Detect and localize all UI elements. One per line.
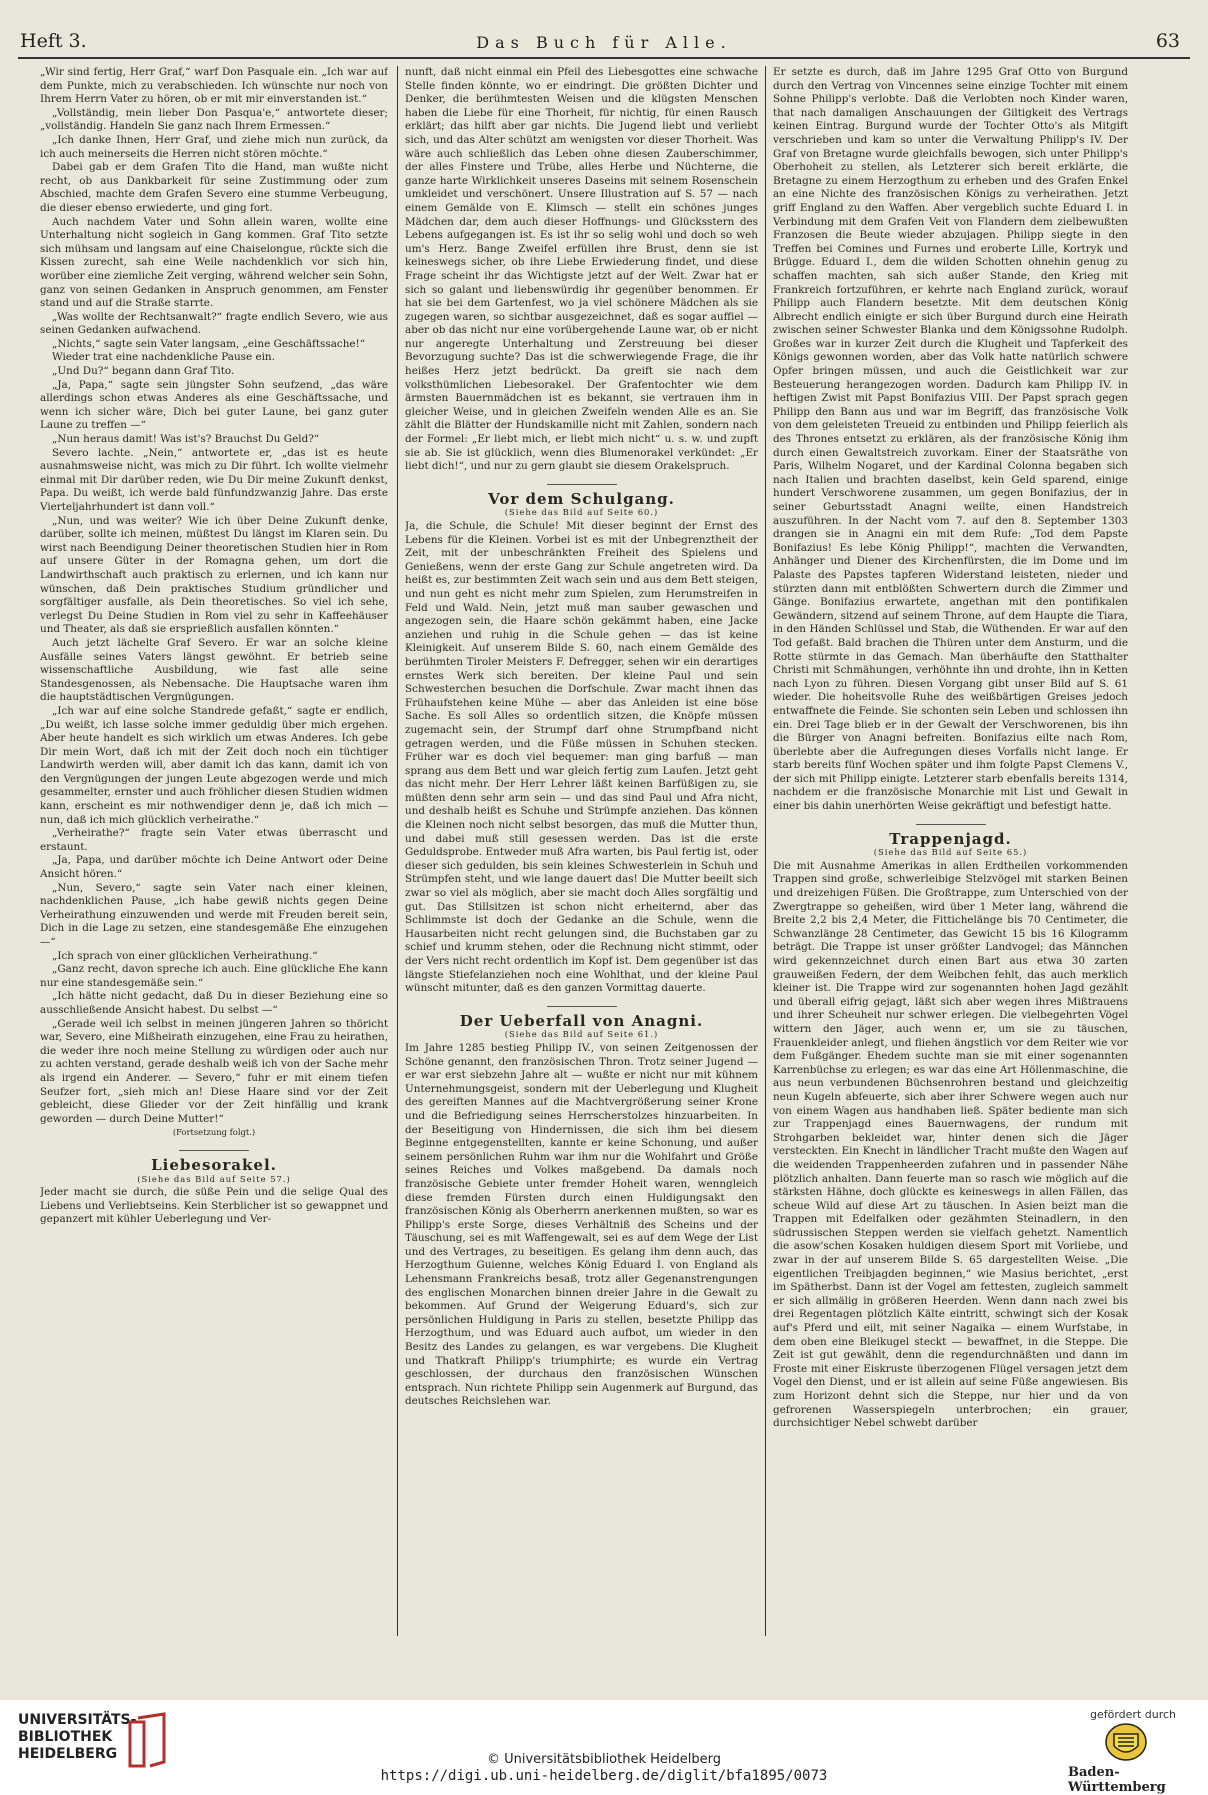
paragraph: „Wir sind fertig, Herr Graf,“ warf Don Pasquale ein. „Ich war auf dem Punkte, mich zu verabschieden. Ich wünschte nur noch von Ihrem Herrn Vater zu hören, ob er mit mir einverstanden ist.“: [40, 66, 388, 106]
paragraph: „Ganz recht, davon spreche ich auch. Eine glückliche Ehe kann nur eine standesgemäße sein.“: [40, 963, 388, 989]
paragraph: Wieder trat eine nachdenkliche Pause ein.: [52, 351, 275, 364]
paragraph: „Ich war auf eine solche Standrede gefaßt,“ sagte er endlich, „Du weißt, ich lasse solche immer geduldig über mich ergehen. Aber heute handelt es sich wirklich um etwas Anderes. Ich gebe Dir mein Wort, daß ich mit der Zeit doch noch ein tüchtiger Landwirth werden will, aber damit ich das kann, damit ich von den Vergnügungen der jungen Leute abgezogen werde und mich gesammelter, ernster und auch fröhlicher diesen Studien widmen kann, erscheint es mir nothwendiger denn je, daß ich mich — nun, daß ich mich glücklich verheirathe.“: [40, 704, 388, 826]
logo-line: HEIDELBERG: [18, 1746, 118, 1762]
article-body: nunft, daß nicht einmal ein Pfeil des Liebesgottes eine schwache Stelle finden könnte, wo er eindringt. Die größten Dichter und Denker, die berühmtesten Weisen und die klügsten Menschen haben die Liebe für eine Thorheit, für nichtig, für einen Rausch erklärt; das hilft aber gar nichts. Die Jugend liebt und verliebt sich, und das Alter schützt am wenigsten vor dieser Thorheit. Was wäre auch schließlich das Leben ohne diesen Zauberschimmer, der alles Finstere und Trübe, alles Herbe und Nüchterne, die ganze harte Wirklichkeit unseres Daseins mit seinem Rosenschein umkleidet und verschönert. Unsere Illustration auf S. 57 — nach einem Gemälde von E. Klimsch — stellt ein schönes junges Mädchen dar, dem auch dieser Hoffnungs- und Glücksstern des Lebens aufgegangen ist. Es ist ihr so selig wohl und doch so weh um's Herz. Bange Zweifel erfüllen ihre Brust, denn sie ist keineswegs sicher, ob ihre Liebe Erwiederung findet, und diese Frage scheint ihr das Wichtigste jetzt auf der Welt. Zwar hat er sich so galant und liebenswürdig ihr gegenüber benommen. Er hat sie bei dem Gartenfest, wo ja viel schönere Mädchen als sie zugegen waren, so sichtbar ausgezeichnet, daß es sogar auffiel — aber ob das nicht nur eine vorübergehende Laune war, ob er nicht nur angeregte Unterhaltung und Zerstreuung bei dieser Bevorzugung suchte? Das ist die schwerwiegende Frage, die ihr heißes Herz jetzt bedrückt. Da greift sie nach dem volksthümlichen Liebesorakel. Der Grafentochter wie dem ärmsten Bauernmädchen ist es bekannt, sie vertrauen ihm in gleicher Weise, und in gleichen Zweifeln wenden Alle es an. Sie zählt die Blätter der Hundskamille nicht mit Zahlen, sondern nach der Formel: „Er liebt mich, er liebt mich nicht“ u. s. w. und zupft sie ab. Sie ist glücklich, wenn dies Blumenorakel verkündet: „Er liebt dich!“, und nur zu gern glaubt sie diesem Orakelspruch.: [405, 66, 758, 473]
paragraph: „Ja, Papa, und darüber möchte ich Deine Antwort oder Deine Ansicht hören.“: [40, 854, 388, 881]
column-right: [773, 66, 1128, 1636]
paragraph: „Und Du?“ begann dann Graf Tito.: [52, 365, 235, 378]
column-left: [40, 66, 388, 1636]
paragraph: „Ich hätte nicht gedacht, daß Du in dieser Beziehung eine so ausschließende Ansicht habest. Du selbst —“: [40, 990, 388, 1016]
funder-name: Baden-Württemberg: [1068, 1765, 1166, 1795]
article-subtitle: (Siehe das Bild auf Seite 61.): [504, 1029, 659, 1040]
continued-note: (Fortsetzung folgt.): [172, 1127, 256, 1138]
article-body: Jeder macht sie durch, die süße Pein und die selige Qual des Liebens und Verliebtseins. Kein Sterblicher ist so gewappnet und gepanzert mit kühler Ueberlegung und Ver-: [40, 1186, 388, 1226]
permalink-url[interactable]: https://digi.ub.uni-heidelberg.de/diglit/bfa1895/0073: [380, 1768, 828, 1784]
article-title-trappenjagd: Trappenjagd.: [889, 829, 1012, 848]
paragraph: „Nichts,“ sagte sein Vater langsam, „eine Geschäftssache!“: [52, 337, 366, 350]
paragraph: „Vollständig, mein lieber Don Pasqua'e,“ antwortete dieser; „vollständig. Handeln Sie ganz nach Ihrem Ermessen.“: [40, 106, 388, 133]
paragraph: „Nun heraus damit! Was ist's? Brauchst Du Geld?“: [52, 433, 320, 446]
article-body: Ja, die Schule, die Schule! Mit dieser beginnt der Ernst des Lebens für die Kleinen. Vorbei ist es mit der Unbegrenztheit der Zeit, mit der unbeschränkten Freiheit des Spielens und Genießens, wenn der erste Gang zur Schule angetreten wird. Da heißt es, zur bestimmten Zeit wach sein und aus dem Bett steigen, und nun geht es nicht mehr zum Spielen, zum Herumstreifen in Feld und Wald. Nein, jetzt muß man sauber gewaschen und angezogen sein, die Haare schön gekämmt haben, eine Jacke anziehen und ruhig in die Schule gehen — das ist keine Kleinigkeit. Auf unserem Bilde S. 60, nach einem Gemälde des berühmten Tiroler Meisters F. Defregger, sehen wir ein derartiges ernstes Werk sich bereiten. Der kleine Paul und sein Schwesterchen besuchen die Dorfschule. Zwar macht ihnen das Frühaufstehen keine Mühe — aber das Anleiden ist eine böse Sache. Es soll Alles so ordentlich sitzen, die Knöpfe müssen zugemacht sein, der Strumpf darf ohne Strumpfband nicht getragen werden, und die Füße müssen in Schuhen stecken. Früher war es doch viel bequemer: man ging barfuß — man sprang aus dem Bett und war gleich fertig zum Laufen. Jetzt geht das nicht mehr. Der Herr Lehrer läßt keinen Barfüßigen zu, sie müßten denn sehr arm sein — und das sind Paul und Afra nicht, und deshalb heißt es Schuhe und Strümpfe anziehen. Das können die Kleinen noch nicht selbst besorgen, das muß die Mutter thun, und dabei muß still gesessen werden. Das ist die erste Geduldsprobe. Entweder muß Afra warten, bis Paul fertig ist, oder dieser sich gedulden, bis sein kleines Schwesterlein in Schuh und Strümpfen steht, und wie lange dauert das! Die Mutter beeilt sich zwar so viel als möglich, aber sie macht doch Alles sorgfältig und gut. Das Stillsitzen ist schon nicht erheiternd, aber das Schlimmste ist doch der Gedanke an die Schule, wenn die Hausarbeiten nicht recht gelungen sind, die Buchstaben gar zu schief und krumm stehen, oder die Rechnung nicht stimmt, oder der Vers nicht recht ordentlich im Kopf ist. Dem gegenüber ist das längste Stiefelanziehen noch eine Wohlthat, und der kleine Paul wünscht mitunter, daß es den ganzen Vormittag dauerte.: [405, 520, 758, 995]
paragraph: „Nun, Severo,“ sagte sein Vater nach einer kleinen, nachdenklichen Pause, „ich habe gewiß nichts gegen Deine Verheirathung einzuwenden und werde mit Freuden bereit sein, Dich in die Lage zu setzen, eine standesgemäße Ehe einzugehen —“: [40, 881, 388, 948]
article-body: Im Jahre 1285 bestieg Philipp IV., von seinen Zeitgenossen der Schöne genannt, den französischen Thron. Trotz seiner Jugend — er war erst siebzehn Jahre alt — wußte er nicht nur mit kühnem Unternehmungsgeist, sondern mit der Ueberlegung und Klugheit des gereiften Mannes auf die Machtvergrößerung seiner Krone und die Befriedigung seines Herrscherstolzes hinzuarbeiten. In der Beseitigung von Hindernissen, die sich ihm bei diesem Beginne entgegenstellten, kannte er keine Schonung, und außer seinem persönlichen Ruhm war ihm nur die Wohlfahrt und Größe seines Reiches und Volkes maßgebend. Da damals noch französische Gebiete unter fremder Hoheit waren, wenngleich diese fremden Fürsten durch einen Huldigungsakt den französischen König als Oberherrn anerkennen mußten, so war es Philipp's erste Sorge, dieses Verhältniß des Scheins und der Täuschung, sei es mit Waffengewalt, sei es auf dem Wege der List und des Vertrages, zu beseitigen. Es gelang ihm denn auch, das Herzogthum Guienne, welches König Eduard I. von England als Lehensmann Frankreichs besaß, trotz aller Gegenanstrengungen des englischen Monarchen binnen dreier Jahre in die Gewalt zu bekommen. Auf Grund der Weigerung Eduard's, sich zur persönlichen Huldigung in Paris zu stellen, besetzte Philipp das Herzogthum, und was Eduard auch aufbot, um wieder in den Besitz des Landes zu gelangen, es war vergebens. Die Klugheit und Thatkraft Philipp's triumphirte; es wurde ein Vertrag geschlossen, der durchaus den französischen Wünschen entsprach. Nun richtete Philipp sein Augenmerk auf Burgund, das deutsches Reichslehen war.: [405, 1041, 758, 1408]
column-divider: [765, 66, 766, 1636]
issue-label: Heft 3.: [20, 30, 87, 52]
article-body: Er setzte es durch, daß im Jahre 1295 Graf Otto von Burgund durch den Vertrag von Vincennes seine einzige Tochter mit einem Sohne Philipp's verlobte. Daß die Verlobten noch Kinder waren, that nach damaligen Anschauungen der Giltigkeit des Vertrags keinen Eintrag. Burgund wurde der Tochter Otto's als Mitgift verschrieben und kam so unter die Verwaltung Philipp's IV. Der Graf von Bretagne wurde gleichfalls bewogen, sich unter Philipp's Oberhoheit zu stellen, als Letzterer sich bereit erklärte, die Bretagne zu einem Herzogthum zu erheben und des Grafen Enkel an eine Nichte des französischen Königs zu verheirathen. Jetzt griff England zu den Waffen. Aber vergeblich suchte Eduard I. in Verbindung mit dem Grafen Veit von Flandern dem zielbewußten Franzosen die Beute wieder abzujagen. Philipp siegte in den Treffen bei Comines und Furnes und eroberte Lille, Kortryk und Brügge. Eduard I., dem die wilden Schotten ohnehin genug zu schaffen machten, sah sich außer Stande, den Krieg mit Frankreich fortzuführen, er kehrte nach England zurück, worauf Philipp auch Flandern besetzte. Mit dem deutschen König Albrecht endlich einigte er sich über Burgund durch eine Heirath zwischen seiner Schwester Blanka und dem Königssohne Rudolph. Großes war in kurzer Zeit durch die Klugheit und Tapferkeit des Königs gewonnen worden, aber das Volk hatte natürlich schwere Opfer bringen müssen, und auch die Geistlichkeit war zur Besteuerung herangezogen worden. Dadurch kam Philipp IV. in heftigen Zwist mit Papst Bonifazius VIII. Der Papst sprach gegen Philipp den Bann aus und war im Begriff, das französische Volk von dem geleisteten Treueid zu entbinden und Philipp feierlich als des Thrones entsetzt zu erklären, als der französische König ihm durch einen Gewaltstreich zuvorkam. Einer der Staatsräthe von Paris, Wilhelm Nogaret, und der Kardinal Colonna begaben sich nach Italien und brachten daselbst, kein Geld sparend, einige hundert Verschworene zusammen, um gegen Bonifazius, der in seiner Geburtsstadt Anagni weilte, einen Handstreich auszuführen. In der Nacht vom 7. auf den 8. September 1303 drangen sie in Anagni ein mit dem Rufe: „Tod dem Papste Bonifazius! Es lebe König Philipp!“, machten die Verwandten, Anhänger und Diener des Kirchenfürsten, die im Dome und im Palaste des Papstes tapferen Widerstand leisteten, nieder und stürzten dann mit entblößten Schwertern durch die Zimmer und Gänge. Bonifazius erwartete, angethan mit den pontifikalen Gewändern, sitzend auf seinem Throne, auf dem Haupte die Tiara, in den Händen Schlüssel und Stab, die Wüthenden. Er war auf den Tod gefaßt. Bald brachen die Thüren unter dem Ansturm, und die Rotte stürmte in das Gemach. Man überhäufte den Statthalter Christi mit Schmähungen, verhöhnte ihn und drohte, ihn in Ketten nach Lyon zu führen. Diesen Vorgang gibt unser Bild auf S. 61 wieder. Die hoheitsvolle Ruhe des weißbärtigen Greises jedoch entwaffnete die Feinde. Sie schonten sein Leben und schlossen ihn ein. Drei Tage blieb er in der Gewalt der Verschworenen, bis ihn die Bürger von Anagni befreiten. Bonifazius eilte nach Rom, überlebte aber die Aufregungen dieses Vorfalls nicht lange. Er starb bereits fünf Wochen später und ihm folgte Papst Clemens V., der sich mit Philipp einigte. Letzterer starb ebenfalls bereits 1314, nachdem er die französische Monarchie mit List und Gewalt in einer bis dahin unerhörten Weise gekräftigt und befestigt hatte.: [773, 66, 1128, 813]
logo-line: BIBLIOTHEK: [18, 1729, 113, 1745]
paragraph: Severo lachte. „Nein,“ antwortete er, „das ist es heute ausnahmsweise nicht, was mich zu Dir führt. Ich wollte vielmehr einmal mit Dir darüber reden, wie Du Dir meine Zukunft denkst, Papa. Du weißt, ich werde bald fünfundzwanzig Jahre. Das erste Vierteljahrhundert ist dann voll.“: [40, 446, 388, 513]
paragraph: Auch jetzt lächelte Graf Severo. Er war an solche kleine Ausfälle seines Vaters längst gewöhnt. Er betrieb seine wissenschaftliche Ausbildung, wie fast alle seine Standesgenossen, als Nebensache. Die Hauptsache waren ihm die hauptstädtischen Vergnügungen.: [40, 636, 388, 704]
paragraph: Auch nachdem Vater und Sohn allein waren, wollte eine Unterhaltung nicht sogleich in Gang kommen. Graf Tito setzte sich mühsam und langsam auf eine Chaiselongue, rückte sich die Kissen zurecht, sah eine Weile nachdenklich vor sich hin, worüber eine ziemliche Zeit verging, während welcher sein Sohn, ganz von seinen Gedanken in Anspruch genommen, am Fenster stand und auf die Straße starrte.: [40, 215, 388, 310]
paragraph: „Verheirathe?“ fragte sein Vater etwas überrascht und erstaunt.: [40, 827, 388, 853]
paragraph: „Ich danke Ihnen, Herr Graf, und ziehe mich nun zurück, da ich auch meinerseits die Herren nicht stören möchte.“: [40, 133, 388, 160]
funding-label: gefördert durch: [1090, 1708, 1177, 1721]
logo-line: UNIVERSITÄTS-: [18, 1712, 137, 1728]
header-rule: [18, 57, 1190, 59]
article-subtitle: (Siehe das Bild auf Seite 57.): [137, 1173, 291, 1184]
novel-continuation: [40, 66, 388, 1126]
article-title-liebesorakel: Liebesorakel.: [151, 1155, 277, 1174]
paragraph: „Nun, und was weiter? Wie ich über Deine Zukunft denke, darüber, sollte ich meinen, müßtest Du längst im Klaren sein. Du wirst nach Beendigung Deiner theoretischen Studien hier in Rom auf unsere Güter in der Romagna gehen, um dort die Landwirthschaft auch praktisch zu erlernen, und ich kann nur wünschen, daß Dein praktisches Studium gründlicher und sorgfältiger ausfalle, als Dein theoretisches. So viel ich sehe, verlegst Du Deine Studien in Rom viel zu sehr in Kaffeehäuser und Theater, als daß sie ersprießlich ausfallen könnten.“: [40, 514, 388, 636]
column-middle: [405, 66, 758, 1636]
paragraph: „Ich sprach von einer glücklichen Verheirathung.“: [52, 949, 318, 962]
journal-title: Das Buch für Alle.: [476, 33, 732, 52]
paragraph: Dabei gab er dem Grafen Tito die Hand, man wußte nicht recht, ob aus Dankbarkeit für seine Zustimmung oder zum Abschied, machte dem Grafen Severo eine stumme Verbeugung, die dieser ebenso erwiederte, und ging fort.: [40, 161, 388, 214]
article-title-anagni: Der Ueberfall von Anagni.: [459, 1011, 704, 1030]
page-number: 63: [1155, 30, 1180, 52]
state-coat-of-arms-icon: [1104, 1722, 1148, 1762]
paragraph: „Was wollte der Rechtsanwalt?“ fragte endlich Severo, wie aus seinen Gedanken aufwachend.: [40, 310, 388, 337]
copyright-notice: © Universitätsbibliothek Heidelberg: [486, 1752, 721, 1767]
article-subtitle: (Siehe das Bild auf Seite 65.): [873, 847, 1028, 858]
article-body: Die mit Ausnahme Amerikas in allen Erdtheilen vorkommenden Trappen sind große, schwerleibige Stelzvögel mit starken Beinen und dreizehigen Füßen. Die Großtrappe, zum Unterschied von der Zwergtrappe so geheißen, wird über 1 Meter lang, während die Breite 2,2 bis 2,4 Meter, die Fittichelänge bis 70 Centimeter, die Schwanzlänge 28 Centimeter, das Gewicht 15 bis 16 Kilogramm beträgt. Die Trappe ist unser größter Landvogel; das Männchen wird gekennzeichnet durch einen Bart aus etwa 30 zarten grauweißen Federn, der dem Weibchen fehlt, das auch merklich kleiner ist. Die Trappe wird zur sogenannten hohen Jagd gezählt und überall eifrig gejagt, läßt sich aber wegen ihres Mißtrauens und ihrer Scheuheit nur schwer erlegen. Die vielbegehrten Vögel wittern den Jäger, auch wenn er, um sie zu täuschen, Frauenkleider anlegt, und fliehen ängstlich vor dem Reiter wie vor dem Fußgänger. Ehedem suchte man sie mit einer sogenannten Karrenbüchse zu erlegen; es war das eine Art Höllenmaschine, die aus neun verbundenen Büchsenrohren bestand und gleichzeitig neun Kugeln abfeuerte, sich aber ihrer Schwere wegen auch nur von einem Wagen aus handhaben ließ. Später bediente man sich zur Trappenjagd eines Bauernwagens, der rundum mit Strohgarben bekleidet war, hinter denen sich die Jäger versteckten. Ein Knecht in ländlicher Tracht mußte den Wagen auf die weidenden Trappenheerden zufahren und in passender Nähe plötzlich anhalten. Dann feuerte man so rasch wie möglich auf die stärksten Hähne, doch glückte es keineswegs in allen Fällen, das scheue Wild auf diese Art zu täuschen. In Asien beizt man die Trappen mit Edelfalken oder gezähmten Steinadlern, in den südrussischen Steppen werden sie vielfach gehetzt. Namentlich die asow'schen Kosaken huldigen diesem Sport mit Vorliebe, und zwar in der auf unserem Bilde S. 65 dargestellten Weise. „Die eigentlichen Treibjagden beginnen,“ wie Masius berichtet, „erst im Spätherbst. Dann ist der Vogel am fettesten, zugleich sammelt er sich allmälig in größeren Heerden. Wenn dann nach zwei bis drei Regentagen plötzlich Kälte eintritt, schwingt sich der Kosak auf's Pferd und eilt, mit seiner Nagaika — einem Wurfstabe, in dem oben eine Bleikugel steckt — bewaffnet, in die Steppe. Die Zeit ist gut gewählt, denn die regendurchnäßten und dann im Froste mit einer Eiskruste überzogenen Flügel versagen jetzt dem Vogel den Dienst, und er ist allein auf seine Füße angewiesen. Bis zum Horizont dehnt sich die Steppe, nur hier und da von gefrorenen Wasserspiegeln unterbrochen; ein grauer, durchsichtiger Nebel schwebt darüber: [773, 859, 1128, 1430]
paragraph: „Ja, Papa,“ sagte sein jüngster Sohn seufzend, „das wäre allerdings schon etwas Anderes als eine Geschäftssache, und wenn ich sicher wäre, Dich bei guter Laune, bei ganz guter Laune zu treffen —“: [40, 378, 388, 432]
column-divider: [397, 66, 398, 1636]
paragraph: „Gerade weil ich selbst in meinen jüngeren Jahren so thöricht war, Severo, eine Mißheirath einzugehen, eine Frau zu heirathen, die weder ihre noch meine Stellung zu würdigen oder auch nur zu achten verstand, gerade deshalb weiß ich von der Sache mehr als irgend ein Anderer. — Severo,“ fuhr er mit einem tiefen Seufzer fort, „sieh mich an! Diese Haare sind vor der Zeit gebleicht, diese Glieder vor der Zeit hinfällig und krank geworden — durch Deine Mutter!“: [40, 1017, 388, 1125]
article-title-schulgang: Vor dem Schulgang.: [488, 489, 675, 508]
article-subtitle: (Siehe das Bild auf Seite 60.): [504, 507, 659, 518]
